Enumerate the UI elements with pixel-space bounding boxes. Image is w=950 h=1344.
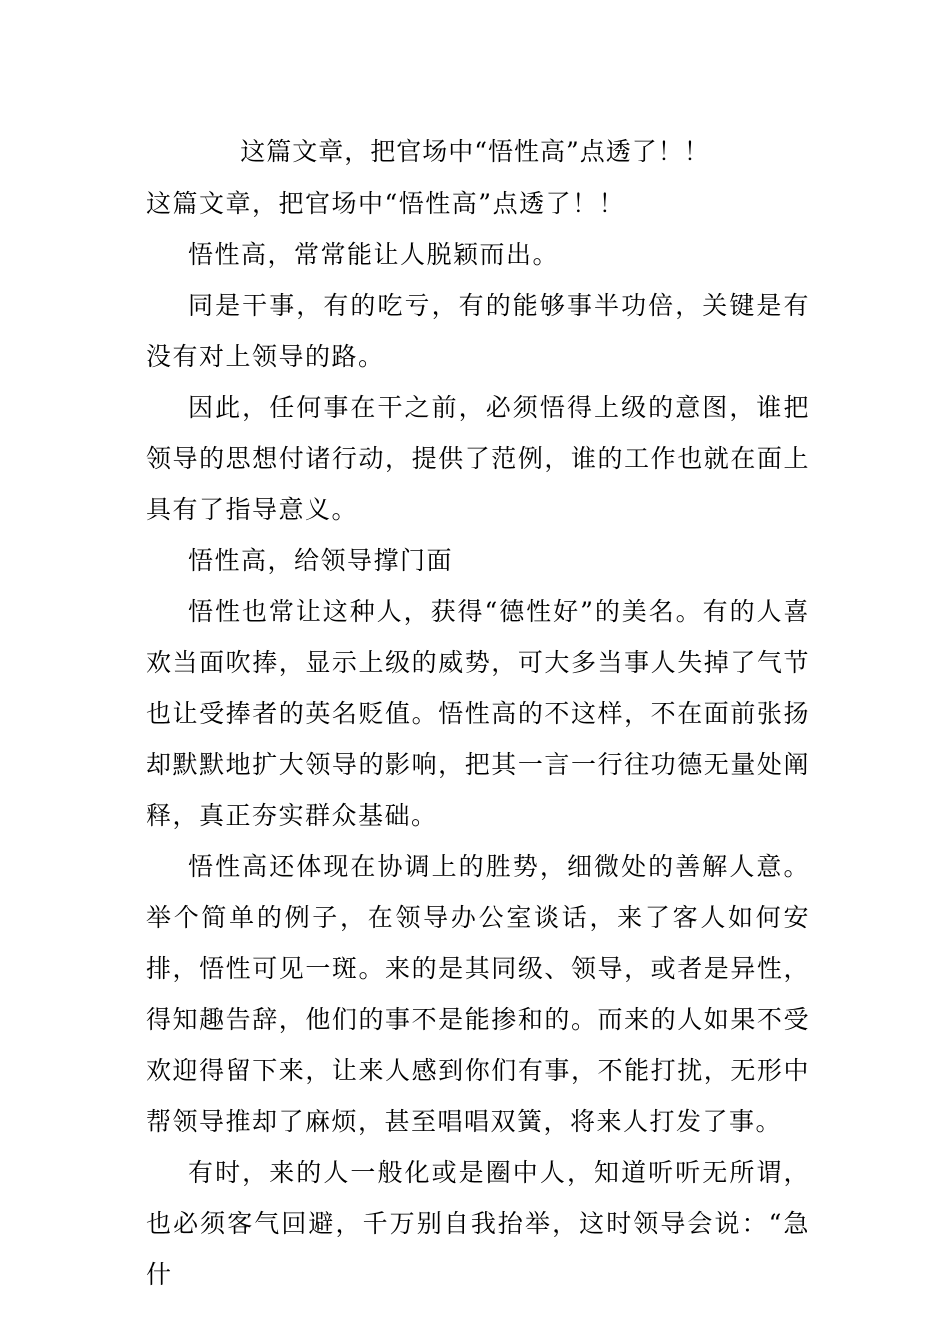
paragraph-repeated-title: 这篇文章，把官场中“悟性高”点透了！！	[146, 189, 626, 218]
document-title: 这篇文章，把官场中“悟性高”点透了！！	[240, 137, 710, 166]
paragraph: 悟性高，常常能让人脱颖而出。	[188, 240, 560, 269]
section-heading: 悟性高，给领导撑门面	[188, 546, 454, 575]
paragraph: 悟性也常让这种人，获得“德性好”的美名。有的人喜欢当面吹捧，显示上级的威势，可大多当事人失掉了气节也让受捧者的英名贬值。悟性高的不这样，不在面前张扬却默默地扩大领导的影响，把其一言一行往功德无量处阐释，真正夯实群众基础。	[146, 597, 810, 830]
paragraph: 因此，任何事在干之前，必须悟得上级的意图，谁把领导的思想付诸行动，提供了范例，谁的工作也就在面上具有了指导意义。	[146, 393, 810, 524]
document-body	[146, 178, 810, 1300]
paragraph: 悟性高还体现在协调上的胜势，细微处的善解人意。举个简单的例子，在领导办公室谈话，来了客人如何安排，悟性可见一斑。来的是其同级、领导，或者是异性，得知趣告辞，他们的事不是能掺和的。而来的人如果不受欢迎得留下来，让来人感到你们有事，不能打扰，无形中帮领导推却了麻烦，甚至唱唱双簧，将来人打发了事。	[146, 852, 810, 1136]
paragraph: 有时，来的人一般化或是圈中人，知道听听无所谓，也必须客气回避，千万别自我抬举，这时领导会说：“急什	[146, 1158, 810, 1289]
paragraph: 同是干事，有的吃亏，有的能够事半功倍，关键是有没有对上领导的路。	[146, 291, 810, 371]
